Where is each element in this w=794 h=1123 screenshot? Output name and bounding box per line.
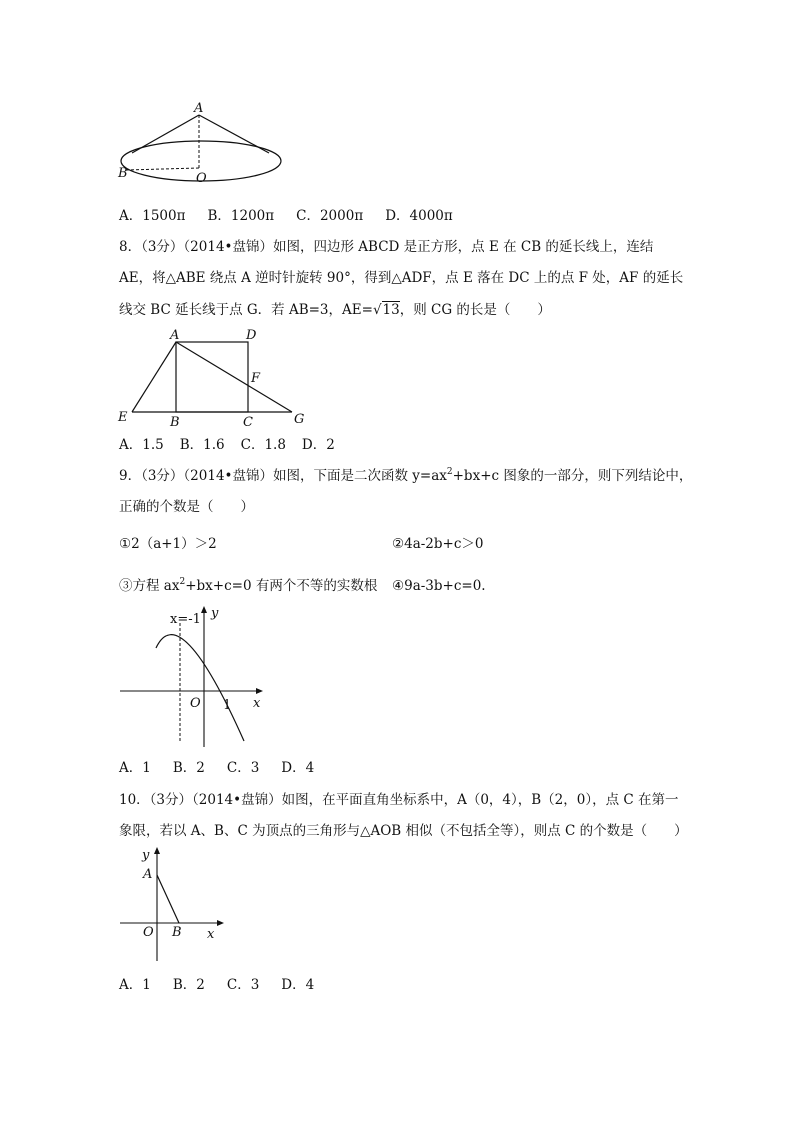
q9-line1-post: +bx+c 图象的一部分，则下列结论中， [452,468,693,484]
q9-item3-post: +bx+c=0 有两个不等的实数根 [185,578,378,594]
q9-option-b: B．2 [172,760,205,776]
q10-options [119,976,336,994]
parabola-curve [156,635,244,741]
x-axis-arrow [217,920,224,926]
q9-option-a: A．1 [119,760,151,776]
cone-slant-left [132,115,199,153]
sqrt-sign: √ [372,302,382,318]
label-A: A [194,101,204,116]
y-label: y [142,848,150,863]
q8-options [119,436,351,454]
q9-sup: 2 [446,467,453,477]
y-label: y [211,606,219,621]
label-D: D [246,328,257,343]
q9-item3-pre: ③方程 ax [119,578,180,594]
segment-ab [157,875,179,923]
cone-slant-right [199,115,269,153]
label-B: B [172,925,182,940]
square-figure [114,326,314,431]
q8-line3-post: ，则 CG 的长是（ ） [399,302,551,318]
cone-figure [112,98,282,190]
q7-option-b: B．1200π [207,208,275,224]
cone-radius [126,168,199,170]
q9-item2: ②4a-2b+c＞0 [392,536,484,552]
q7-option-d: D．4000π [385,208,453,224]
parabola-figure [116,603,266,751]
q10-option-c: C．3 [226,977,260,993]
q8-option-d: D．2 [301,437,335,453]
q8-line2: AE，将△ABE 绕点 A 逆时针旋转 90°，得到△ADF，点 E 落在 DC 上的点 F 处，AF 的延长 [119,270,684,286]
q9-item4: ④9a-3b+c=0. [392,578,486,594]
q10-line1: 10．（3分）（2014•盘锦）如图，在平面直角坐标系中，A（0，4），B（2，0），点 C 在第一 [119,792,679,808]
q8-line1: 8．（3分）（2014•盘锦）如图，四边形 ABCD 是正方形，点 E 在 CB 的延长线上，连结 [119,239,654,255]
q9-item3-sup: 2 [179,577,186,587]
q8-option-a: A．1.5 [119,437,164,453]
q9-options [119,759,336,777]
x-label: x [207,927,215,942]
q7-options [119,207,475,225]
label-A: A [170,328,180,343]
q7-option-a: A．1500π [119,208,186,224]
label-O: O [143,925,154,940]
q10-option-b: B．2 [172,977,205,993]
coordinate-figure [116,843,231,965]
q10-option-d: D．4 [281,977,315,993]
q7-option-c: C．2000π [296,208,364,224]
x-label: x [253,696,261,711]
q9-item3 [119,577,377,595]
one-label: 1 [223,698,232,713]
q9-option-c: C．3 [226,760,260,776]
q10-option-a: A．1 [119,977,151,993]
q8-line3-pre: 线交 BC 延长线于点 G．若 AB=3，AE= [119,302,373,318]
q9-line1-pre: 9．（3分）（2014•盘锦）如图，下面是二次函数 y=ax [119,468,447,484]
label-C: C [243,415,253,430]
q8-option-c: C．1.8 [240,437,286,453]
label-G: G [294,412,305,427]
line-ae [132,342,176,412]
label-F: F [251,371,261,386]
label-O: O [196,171,207,186]
y-axis-arrow [201,606,207,613]
label-A: A [143,867,153,882]
x-axis-arrow [256,688,263,694]
label-E: E [118,410,128,425]
q10-line2: 象限，若以 A、B、C 为顶点的三角形与△AOB 相似（不包括全等），则点 C 的个数是（ ） [119,823,688,839]
label-B: B [170,415,180,430]
q9-line2: 正确的个数是（ ） [119,499,254,515]
origin-label: O [190,696,201,711]
q9-option-d: D．4 [281,760,315,776]
line-ag [176,342,292,412]
sqrt-value: 13 [382,302,400,318]
q8-line3 [119,301,551,319]
label-B: B [118,166,128,181]
y-axis-arrow [154,847,160,854]
q9-item1: ①2（a+1）＞2 [119,536,217,552]
square-abcd [176,342,248,412]
q8-option-b: B．1.6 [179,437,225,453]
q9-line1 [119,467,692,485]
axis-line-label: x=-1 [170,612,201,627]
